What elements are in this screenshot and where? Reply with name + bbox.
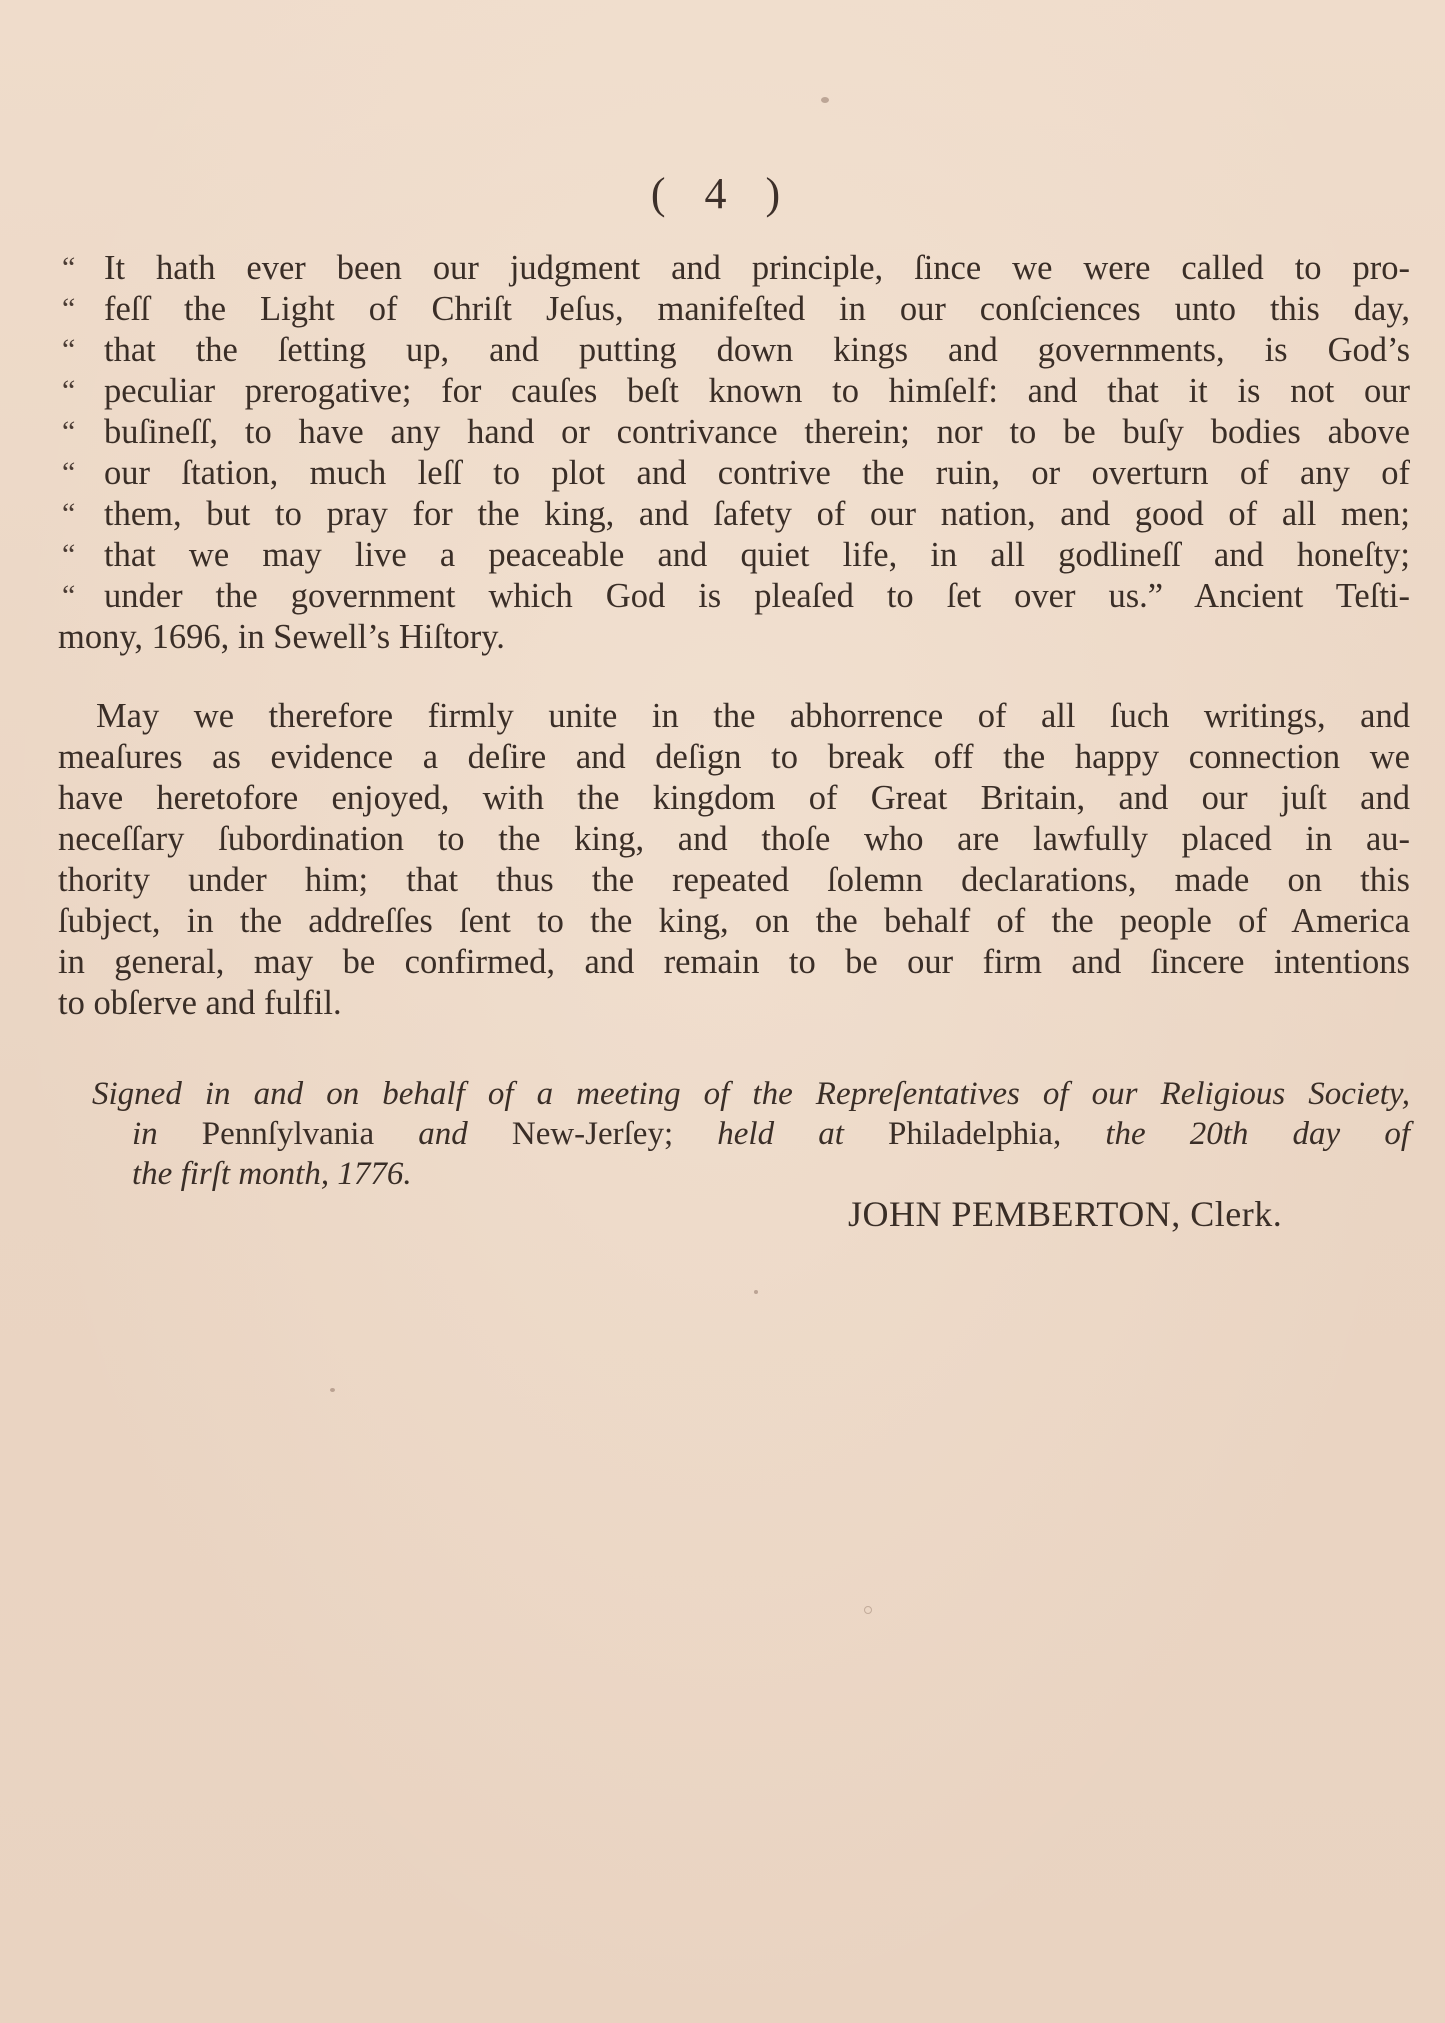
- body-line: May we therefore firmly unite in the abhorrence of all ſuch writings, and: [96, 697, 1410, 735]
- body-line: thority under him; that thus the repeated ſolemn declarations, made on this: [58, 861, 1410, 899]
- body-line: ſubject, in the addreſſes ſent to the king, on the behalf of the people of America: [58, 902, 1410, 940]
- quote-mark: “: [62, 538, 76, 571]
- body-line: neceſſary ſubordination to the king, and thoſe who are lawfully placed in au-: [58, 820, 1410, 858]
- quote-line: them, but to pray for the king, and ſafety of our nation, and good of all men;: [104, 495, 1410, 533]
- quote-line: under the government which God is pleaſed to ſet over us.” Ancient Teſti-: [104, 577, 1410, 615]
- quote-line: feſſ the Light of Chriſt Jeſus, manifeſted in our conſciences unto this day,: [104, 290, 1410, 328]
- quote-line: buſineſſ, to have any hand or contrivance therein; nor to be buſy bodies above: [104, 413, 1410, 451]
- signed-line: the firſt month, 1776.: [132, 1156, 412, 1192]
- quote-line: that the ſetting up, and putting down kings and governments, is God’s: [104, 331, 1410, 369]
- paper-speck: [864, 1606, 872, 1614]
- quote-line: that we may live a peaceable and quiet life, in all godlineſſ and honeſty;: [104, 536, 1410, 574]
- body-line: in general, may be confirmed, and remain to be our firm and ſincere intentions: [58, 943, 1410, 981]
- signed-place: New-Jerſey;: [511, 1116, 674, 1152]
- body-line: to obſerve and fulfil.: [58, 984, 342, 1022]
- paper-speck: [821, 97, 829, 103]
- page-number: ( 4 ): [650, 169, 795, 218]
- signed-word: held at: [717, 1116, 844, 1152]
- clerk-signature: JOHN PEMBERTON, Clerk.: [848, 1194, 1283, 1234]
- quote-line: peculiar prerogative; for cauſes beſt known to himſelf: and that it is not our: [104, 372, 1410, 410]
- signed-date: the 20th day of: [1105, 1116, 1410, 1152]
- paper-speck: [754, 1290, 758, 1294]
- quote-mark: “: [62, 251, 76, 284]
- signed-place: Philadelphia,: [887, 1116, 1062, 1152]
- paper-speck: [330, 1388, 335, 1392]
- quote-mark: “: [62, 456, 76, 489]
- quote-line: mony, 1696, in Sewell’s Hiſtory.: [58, 618, 505, 656]
- signed-word: and: [418, 1116, 468, 1152]
- body-line: meaſures as evidence a deſire and deſign to break off the happy connection we: [58, 738, 1410, 776]
- quote-mark: “: [62, 374, 76, 407]
- quote-mark: “: [62, 497, 76, 530]
- signed-line-2: [132, 1114, 1410, 1154]
- quote-mark: “: [62, 333, 76, 366]
- quote-line: It hath ever been our judgment and principle, ſince we were called to pro-: [104, 249, 1410, 287]
- quote-line: our ſtation, much leſſ to plot and contrive the ruin, or overturn of any of: [104, 454, 1410, 492]
- quote-mark: “: [62, 415, 76, 448]
- signed-line: Signed in and on behalf of a meeting of the Repreſentatives of our Religious Society,: [92, 1076, 1410, 1112]
- body-line: have heretofore enjoyed, with the kingdom of Great Britain, and our juſt and: [58, 779, 1410, 817]
- signed-word: in: [132, 1116, 158, 1152]
- signed-place: Pennſylvania: [201, 1116, 375, 1152]
- quote-mark: “: [62, 579, 76, 612]
- quote-mark: “: [62, 292, 76, 325]
